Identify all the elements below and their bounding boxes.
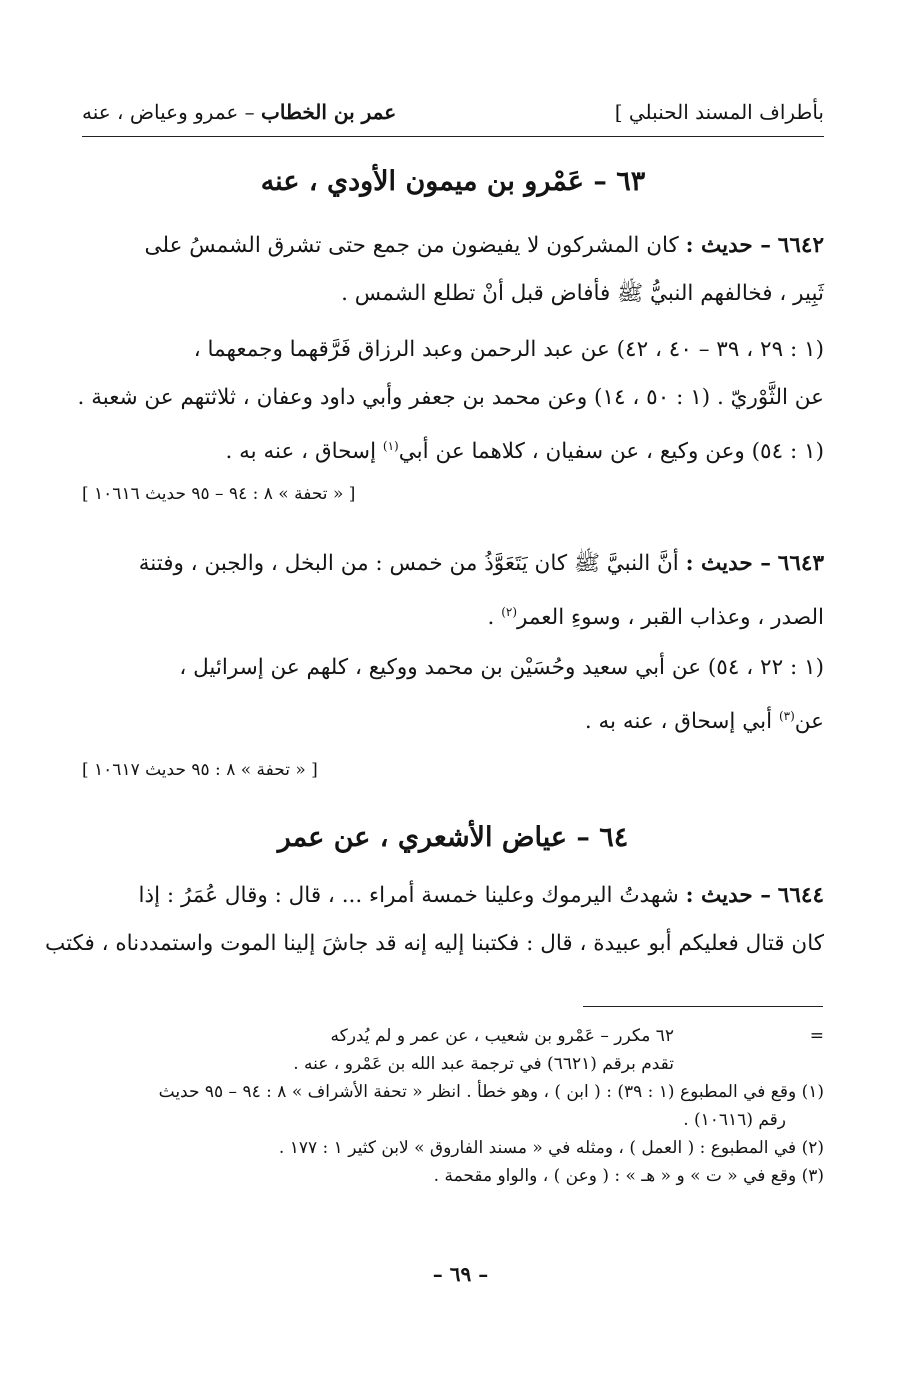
footnote-continuation-2: تقدم برقم (٦٦٢١) في ترجمة عبد الله بن عَمْرو ، عنه . — [293, 1054, 674, 1074]
header-book-title: بأطراف المسند الحنبلي ] — [614, 100, 824, 124]
footnote-continuation-1 — [82, 1022, 824, 1050]
header-rule — [82, 136, 824, 137]
hadith-6642-line-1 — [82, 222, 824, 270]
hadith-6644-line-2: كان قتال فعليكم أبو عبيدة ، قال : فكتبنا إليه إنه قد جاشَ إلينا الموت واستمددناه ، فكتب — [44, 931, 824, 956]
section-title-64: ٦٤ – عياض الأشعري ، عن عمر — [277, 822, 629, 853]
hadith-text: الصدر ، وعذاب القبر ، وسوءِ العمر — [517, 605, 824, 631]
hadith-6643-sources — [82, 644, 824, 746]
sources-text: إسحاق ، عنه به . — [225, 439, 377, 465]
sources-line: عن الثَّوْريّ . (١ : ٥٠ ، ١٤) وعن محمد بن جعفر وأبي داود وعفان ، ثلاثتهم عن شعبة . — [77, 385, 824, 410]
hadith-number: ٦٦٤٢ — [777, 233, 824, 258]
hadith-6642-line-2: ثَبِير ، فخالفهم النبيُّ ﷺ فأفاض قبل أنْ تطلع الشمس . — [341, 281, 824, 306]
hadith-text: شهدتُ اليرموك وعلينا خمسة أمراء ... ، قال : وقال عُمَرُ : إذا — [138, 883, 679, 908]
sources-text: عن — [794, 709, 824, 735]
page-number: – ٦٩ – — [432, 1262, 489, 1286]
sources-line — [82, 692, 824, 746]
hadith-number: ٦٦٤٤ — [777, 883, 824, 908]
hadith-6643-line-2 — [82, 588, 824, 642]
hadith-text: . — [487, 605, 495, 631]
sources-line — [82, 422, 824, 476]
footnote-2: (٢) في المطبوع : ( العمل ) ، ومثله في « مسند الفاروق » لابن كثير ١ : ١٧٧ . — [278, 1138, 824, 1158]
tuhfa-reference-6643: [ « تحفة » ٨ : ٩٥ حديث ١٠٦١٧ ] — [82, 760, 318, 780]
footnote-ref-2: (٢) — [501, 605, 518, 619]
footnote-1-cont: رقم (١٠٦١٦) . — [683, 1110, 786, 1130]
header-subsection: – عمرو وعياض ، عنه — [82, 100, 255, 124]
continuation-marker: = — [809, 1026, 824, 1046]
footnote-ref-1: (١) — [382, 439, 399, 453]
hadith-6644-text — [44, 872, 824, 968]
hadith-text: كان المشركون لا يفيضون من جمع حتى تشرق الشمسُ على — [144, 233, 679, 258]
tuhfa-reference-6642: [ « تحفة » ٨ : ٩٤ – ٩٥ حديث ١٠٦١٦ ] — [82, 484, 356, 504]
footnote-3: (٣) وقع في « ت » و « هـ » : ( وعن ) ، والواو مقحمة . — [433, 1166, 824, 1186]
hadith-6643-text — [82, 540, 824, 642]
header-section — [82, 100, 396, 124]
running-header — [82, 96, 824, 128]
footnotes — [82, 1022, 824, 1190]
sources-text: (١ : ٥٤) وعن وكيع ، عن سفيان ، كلاهما عن أبي — [398, 439, 824, 465]
footnote-text: ٦٢ مكرر – عَمْرو بن شعيب ، عن عمر و لم يُدركه — [330, 1026, 674, 1046]
section-title-63: ٦٣ – عَمْرو بن ميمون الأودي ، عنه — [260, 166, 646, 197]
hadith-6642-text — [82, 222, 824, 318]
hadith-6642-sources — [77, 326, 824, 476]
hadith-6644-line-1 — [82, 872, 824, 920]
hadith-keyword: – حديث : — [685, 551, 771, 576]
hadith-6643-line-1 — [82, 540, 824, 588]
header-section-name: عمر بن الخطاب — [261, 100, 397, 124]
hadith-keyword: – حديث : — [685, 233, 771, 258]
footnote-1: (١) وقع في المطبوع (١ : ٣٩) : ( ابن ) ، وهو خطأ . انظر « تحفة الأشراف » ٨ : ٩٤ – ٩٥ حديث — [158, 1082, 824, 1102]
sources-line: (١ : ٢٢ ، ٥٤) عن أبي سعيد وحُسَيْن بن محمد ووكيع ، كلهم عن إسرائيل ، — [179, 655, 824, 680]
hadith-keyword: – حديث : — [685, 883, 771, 908]
hadith-text: أنَّ النبيَّ ﷺ كان يَتَعَوَّذُ من خمس : من البخل ، والجبن ، وفتنة — [138, 551, 679, 576]
footnote-ref-3: (٣) — [778, 709, 795, 723]
sources-line: (١ : ٢٩ ، ٣٩ – ٤٠ ، ٤٢) عن عبد الرحمن وعبد الرزاق فَرَّقهما وجمعهما ، — [193, 337, 824, 362]
hadith-number: ٦٦٤٣ — [777, 551, 824, 576]
footnote-rule — [583, 1006, 823, 1007]
sources-text: أبي إسحاق ، عنه به . — [584, 709, 773, 735]
